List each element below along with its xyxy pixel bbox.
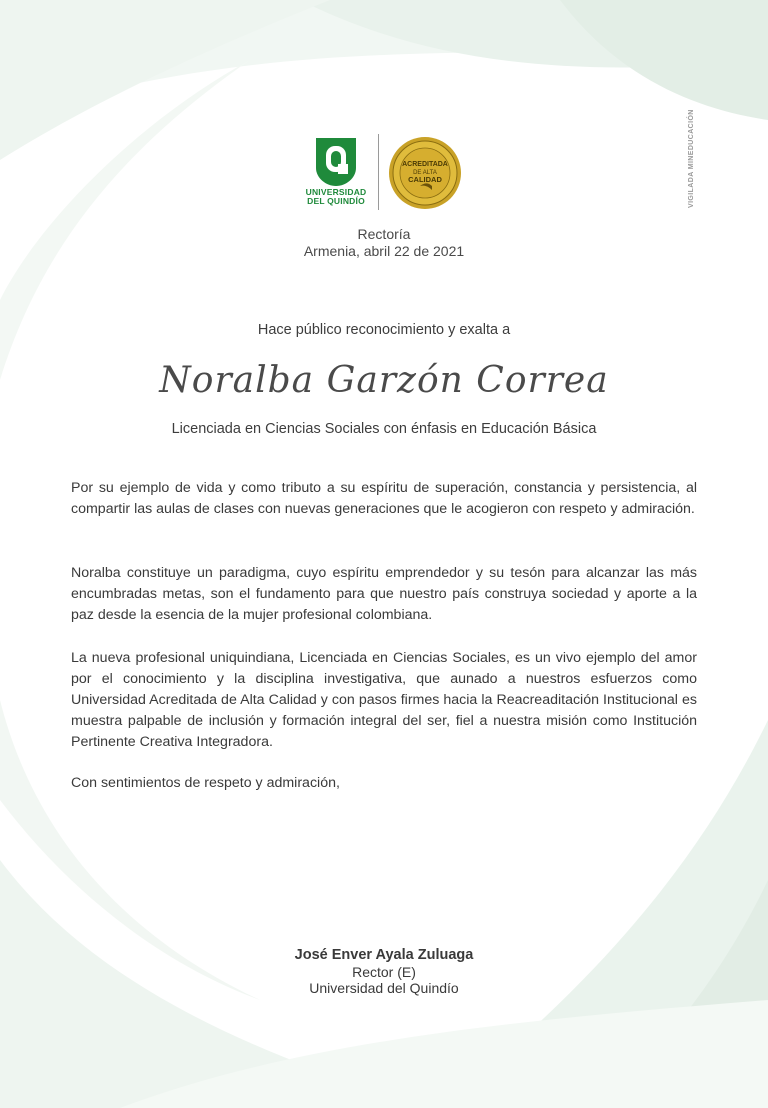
seal-line-2: DE ALTA xyxy=(413,170,437,176)
body-paragraph-1: Por su ejemplo de vida y como tributo a su espíritu de superación, constancia y persistencia, al compartir las aulas de clases con nuevas generaciones que le acogieron con respeto y admiración. xyxy=(71,480,697,517)
accreditation-seal xyxy=(388,136,462,210)
honoree-degree: Licenciada en Ciencias Sociales con énfasis en Educación Básica xyxy=(171,421,597,437)
logo-divider xyxy=(378,134,379,210)
seal-line-1: ACREDITADA xyxy=(402,161,448,168)
signatory-role: Rector (E) xyxy=(352,964,416,980)
intro-text: Hace público reconocimiento y exalta a xyxy=(257,322,511,338)
office-name: Rectoría xyxy=(357,226,411,242)
university-name-line2: DEL QUINDÍO xyxy=(307,196,365,206)
signatory-name: José Enver Ayala Zuluaga xyxy=(294,947,474,963)
body-paragraph-3: La nueva profesional uniquindiana, Licenciada en Ciencias Sociales, es un vivo ejemplo del amor por el conocimiento y la disciplina investigativa, que aunado a nuestros esfuerzos como Universidad Acreditada de Alta Calidad y con pasos firmes hacia la Reacreaditación Institucional es muestra palpable de inclusión y formación integral del ser, fiel a nuestra misión como Institución Pertinente Creativa Integradora. xyxy=(71,650,697,750)
body-paragraph-2: Noralba constituye un paradigma, cuyo espíritu emprendedor y su tesón para alcanzar las más encumbradas metas, son el fundamento para que nuestro país construya sociedad y aporte a la paz desde la esencia de la mujer profesional colombiana. xyxy=(71,565,697,623)
honoree-name: Noralba Garzón Correa xyxy=(159,360,609,401)
signatory-institution: Universidad del Quindío xyxy=(309,980,459,996)
document-date: Armenia, abril 22 de 2021 xyxy=(303,243,465,259)
university-shield-icon xyxy=(314,136,358,188)
vigilada-label: VIGILADA MINEDUCACIÓN xyxy=(688,109,695,208)
university-logo xyxy=(305,136,367,212)
closing-line: Con sentimientos de respeto y admiración, xyxy=(71,775,340,791)
university-name-line1: UNIVERSIDAD xyxy=(305,187,367,197)
seal-line-3: CALIDAD xyxy=(408,175,442,184)
